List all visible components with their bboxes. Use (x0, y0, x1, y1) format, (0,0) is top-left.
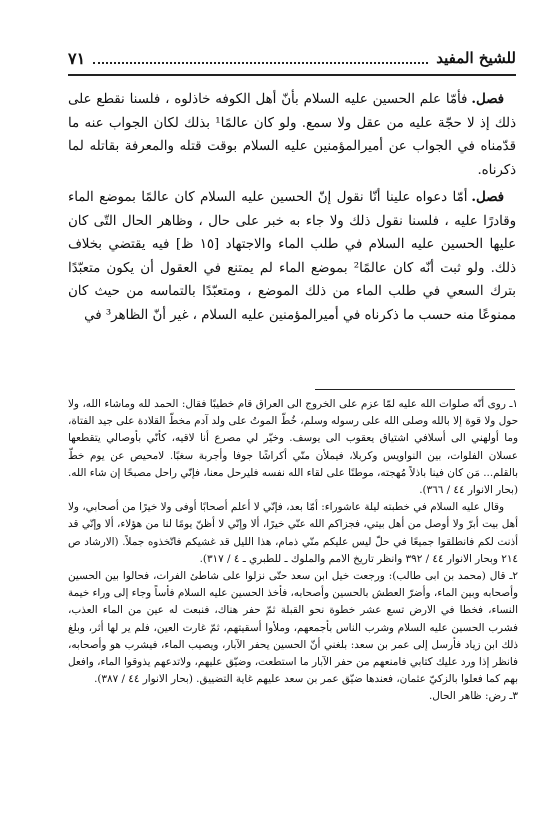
footnote: ٣ـ رض: ظاهر الحال. (428, 690, 518, 703)
section-label: فصل. (471, 92, 504, 107)
section-label: فصل. (471, 190, 504, 205)
footnotes (68, 396, 518, 706)
page-header (68, 46, 516, 70)
page-number: ٧١ (68, 48, 86, 68)
footnote-separator (315, 389, 515, 390)
dotted-leader (93, 52, 428, 64)
footnote: ١ـ روى أنّه صلوات الله عليه لمّا عزم على الخروج الى العراق قام خطيبًا فقال: الحمد لله وماشاء الله، ولا حول ولا قوة إلا بالله وصلى الله على رسوله وسلم، خُطّ الموتُ على ولد آدم مخطّ القلادة على جيد الفتاة، وما أولهني الى أسلافي اشتياق يعقوب الى يوسف. وخيّر لي مصرع أنا لاقيه، كأنّي بأوصالي يتقطعها عسلان الفلوات، بين النواويس وكربلا، فيملأن منّي أكراشًا جوفا وأجربة سغبًا. لامحيص عن يوم خطّ بالقلم... مَن كان فينا باذلاً مُهجته، موطنًا على لقاء الله نفسه فليرحل معنا، فإنّي راحل مصبحًا إن شاء الله. (بحار الانوار ٤٤ / ٣٦٦). (68, 398, 518, 497)
footnote: وقال عليه السلام في خطبته ليلة عاشوراء: أمّا بعد، فإنّي لا أعلم أصحابًا أوفى ولا خيرًا من أصحابي، ولا أهل بيت أبرّ ولا أوصل من أهل بيتي، فجزاكم الله عنّي خيرًا، ألا وإنّي لا أظنّ يومًا لنا من هؤلاء، ألا وإنّي قد أذنت لكم فانطلقوا جميعًا في حلّ ليس عليكم منّي ذمام، هذا الليل قد غشيكم فاتّخذوه جملاً. (الارشاد ص ٢١٤ وبحار الانوار ٤٤ / ٣٩٢ وانظر تاريخ الامم والملوك ـ للطبري ـ ٤ / ٣١٧). (68, 501, 518, 565)
paragraph-text: أمّا دعواه علينا أنّا نقول إنّ الحسين عليه السلام كان عالمًا بموضع الماء وقادرًا عليه ، فلسنا نقول ذلك ولا جاء به خبر على حال ، وظاهر الحال التّى كان عليها الحسين عليه السلام في طلب الماء والاجتهاد [١٥ ظ] فيه يقتضي بخلاف ذلك. ولو ثبت أنّه كان عالمًا² بموضع الماء لم يمتنع في العقول أن يكون متعبّدًا بترك السعي في طلب الماء من ذلك الموضع ، ومتعبّدًا بالتماسه من حيث كان ممنوعًا منه حسب ما ذكرناه في أميرالمؤمنين عليه السلام ، غير أنّ الظاهر³ في (68, 190, 516, 323)
paragraph (68, 186, 516, 327)
running-title: للشيخ المفيد (436, 49, 516, 67)
main-text (68, 88, 516, 331)
footnote: ٢ـ قال (محمد بن ابى طالب): ورجعت خيل ابن سعد حتّى نزلوا على شاطئ الفرات، فحالوا بين الحسين وأصحابه وبين الماء، وأضرّ العطش بالحسين وأصحابه، فأخذ الحسين عليه السلام فأساً وجاء إلى وراء خيمة النساء، فخطا في الارض تسع عشر خطوة نحو القبلة ثمّ حفر هناك، فنبعت له عين من الماء العذب، فشرب الحسين عليه السلام وشرب الناس بأجمعهم، وملأوا أسقيتهم، ثمّ غارت العين، فلم ير لها أثر، وبلغ ذلك ابن زياد فأرسل إلى عمر بن سعد: بلغني أنّ الحسين يحفر الآبار، ويصيب الماء، فيشرب هو وأصحابه، فانظر إذا ورد عليك كتابي فامنعهم من حفر الآبار ما استطعت، وضيّق عليهم، ولاتدعهم يذوقوا الماء، وافعل بهم كما فعلوا بالزكيّ عثمان، فعندها ضيّق عمر بن سعد عليهم غاية التضييق. (بحار الانوار ٤٤ / ٣٨٧). (68, 570, 518, 686)
paragraph (68, 88, 516, 182)
header-rule (68, 74, 516, 76)
paragraph-text: فأمّا علم الحسين عليه السلام بأنّ أهل الكوفه خاذلوه ، فلسنا نقطع على ذلك إذ لا حجّة عليه من عقل ولا سمع. ولو كان عالمًا¹ بذلك لكان الجواب عنه ما قدّمناه في الجواب عن أميرالمؤمنين عليه السلام بوقت قتله والمعرفة بقاتله لما ذكرناه. (68, 92, 517, 178)
